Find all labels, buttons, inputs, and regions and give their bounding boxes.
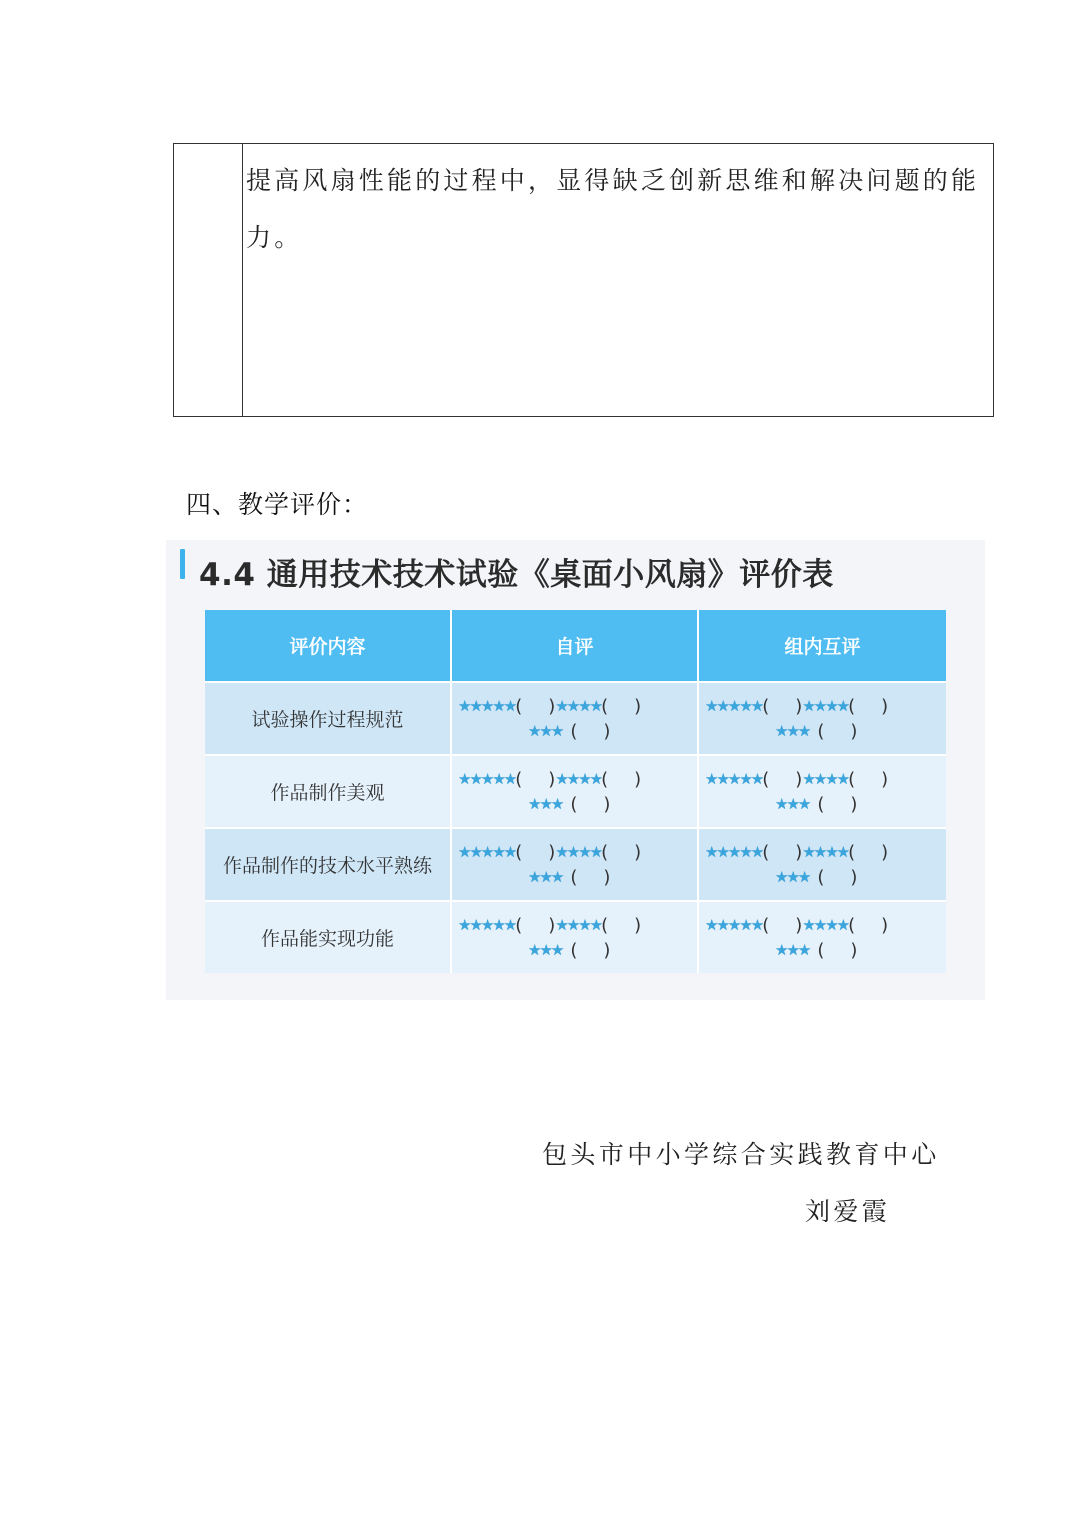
peer-eval-cell [698, 682, 946, 755]
rating-line-top [705, 694, 946, 719]
four-star-icon: ★★★★ [555, 770, 602, 788]
three-star-icon: ★★★ [775, 941, 810, 959]
paren-open: ( [601, 768, 609, 790]
paren-open: ( [848, 695, 856, 717]
four-star-icon: ★★★★ [802, 770, 849, 788]
paren-open: ( [515, 768, 523, 790]
rating-line-bottom [458, 865, 697, 890]
rating-line-bottom [705, 792, 946, 817]
rating-line-top [458, 913, 697, 938]
five-star-icon: ★★★★★ [458, 770, 516, 788]
rating-line-bottom [705, 938, 946, 963]
peer-eval-cell [698, 828, 946, 901]
three-star-icon: ★★★ [528, 941, 563, 959]
paren-open: ( [515, 695, 523, 717]
paren-close: ) [850, 793, 858, 815]
rating-line-bottom [458, 938, 697, 963]
section-heading: 四、教学评价： [186, 490, 369, 519]
column-header-criteria: 评价内容 [205, 610, 451, 682]
paren-open: ( [570, 939, 578, 961]
paren-open: ( [848, 841, 856, 863]
paren-open: ( [570, 866, 578, 888]
peer-eval-cell [698, 755, 946, 828]
rating-line-bottom [458, 719, 697, 744]
paren-open: ( [515, 841, 523, 863]
five-star-icon: ★★★★★ [705, 770, 763, 788]
rating-line-top [705, 840, 946, 865]
paren-close: ) [881, 695, 889, 717]
table-row [205, 828, 946, 901]
criterion-cell: 作品制作美观 [205, 755, 451, 828]
rating-line-bottom [705, 719, 946, 744]
paren-close: ) [850, 866, 858, 888]
self-eval-cell [451, 755, 698, 828]
title-accent-bar [180, 549, 185, 579]
paren-close: ) [548, 841, 556, 863]
criterion-cell: 试验操作过程规范 [205, 682, 451, 755]
paren-open: ( [762, 695, 770, 717]
table-header-row [205, 610, 946, 682]
paren-close: ) [548, 768, 556, 790]
rating-line-bottom [705, 865, 946, 890]
paren-close: ) [603, 866, 611, 888]
paren-open: ( [762, 768, 770, 790]
rating-line-top [458, 840, 697, 865]
three-star-icon: ★★★ [528, 722, 563, 740]
evaluation-card [166, 540, 985, 1000]
four-star-icon: ★★★★ [555, 697, 602, 715]
signature-author: 刘爱霞 [805, 1197, 891, 1226]
table-row [205, 901, 946, 973]
paren-open: ( [848, 768, 856, 790]
paren-close: ) [881, 841, 889, 863]
four-star-icon: ★★★★ [802, 697, 849, 715]
paren-close: ) [548, 914, 556, 936]
column-header-peer-eval: 组内互评 [698, 610, 946, 682]
paren-close: ) [795, 768, 803, 790]
paren-open: ( [762, 914, 770, 936]
rating-line-top [458, 694, 697, 719]
paren-close: ) [795, 914, 803, 936]
rating-line-top [705, 767, 946, 792]
paren-open: ( [570, 793, 578, 815]
paren-close: ) [603, 720, 611, 742]
continuation-table [173, 143, 994, 417]
rating-line-top [458, 767, 697, 792]
paren-close: ) [634, 695, 642, 717]
criterion-cell: 作品制作的技术水平熟练 [205, 828, 451, 901]
paren-close: ) [795, 695, 803, 717]
four-star-icon: ★★★★ [802, 916, 849, 934]
paren-open: ( [570, 720, 578, 742]
column-header-self-eval: 自评 [451, 610, 698, 682]
table-label-cell [174, 144, 243, 416]
paren-close: ) [881, 914, 889, 936]
paren-open: ( [817, 793, 825, 815]
self-eval-cell [451, 901, 698, 973]
self-eval-cell [451, 828, 698, 901]
paren-open: ( [817, 939, 825, 961]
table-content-cell [243, 144, 993, 416]
paren-open: ( [601, 914, 609, 936]
five-star-icon: ★★★★★ [458, 697, 516, 715]
paren-open: ( [601, 841, 609, 863]
paren-close: ) [634, 768, 642, 790]
peer-eval-cell [698, 901, 946, 973]
rating-line-bottom [458, 792, 697, 817]
paren-open: ( [848, 914, 856, 936]
paren-close: ) [634, 914, 642, 936]
rating-line-top [705, 913, 946, 938]
three-star-icon: ★★★ [775, 868, 810, 886]
table-row [205, 682, 946, 755]
three-star-icon: ★★★ [528, 868, 563, 886]
paren-close: ) [881, 768, 889, 790]
four-star-icon: ★★★★ [555, 916, 602, 934]
evaluation-table [205, 610, 946, 973]
five-star-icon: ★★★★★ [705, 697, 763, 715]
four-star-icon: ★★★★ [802, 843, 849, 861]
paren-close: ) [603, 793, 611, 815]
three-star-icon: ★★★ [528, 795, 563, 813]
signature-organization: 包头市中小学综合实践教育中心 [542, 1140, 940, 1169]
content-line-2: 力。 [246, 223, 303, 252]
three-star-icon: ★★★ [775, 795, 810, 813]
paren-close: ) [634, 841, 642, 863]
paren-close: ) [548, 695, 556, 717]
five-star-icon: ★★★★★ [705, 916, 763, 934]
five-star-icon: ★★★★★ [458, 916, 516, 934]
paren-close: ) [850, 720, 858, 742]
paren-open: ( [515, 914, 523, 936]
self-eval-cell [451, 682, 698, 755]
paren-close: ) [603, 939, 611, 961]
paren-open: ( [817, 720, 825, 742]
paren-open: ( [601, 695, 609, 717]
paren-open: ( [762, 841, 770, 863]
evaluation-card-title: 4.4 通用技术技术试验《桌面小风扇》评价表 [199, 557, 834, 593]
five-star-icon: ★★★★★ [705, 843, 763, 861]
three-star-icon: ★★★ [775, 722, 810, 740]
content-line-1: 提高风扇性能的过程中，显得缺乏创新思维和解决问题的能 [246, 166, 980, 195]
table-row [205, 755, 946, 828]
paren-close: ) [850, 939, 858, 961]
paren-close: ) [795, 841, 803, 863]
four-star-icon: ★★★★ [555, 843, 602, 861]
paren-open: ( [817, 866, 825, 888]
criterion-cell: 作品能实现功能 [205, 901, 451, 973]
five-star-icon: ★★★★★ [458, 843, 516, 861]
